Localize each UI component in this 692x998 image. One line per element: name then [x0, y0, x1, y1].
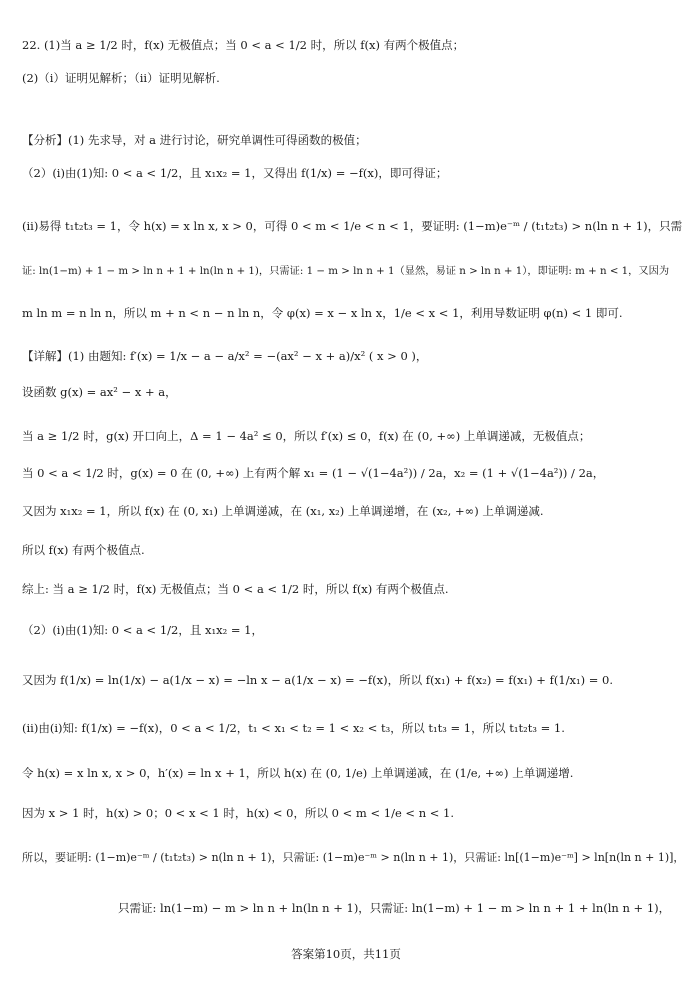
detail-1-gx: 设函数 g(x) = ax² − x + a， [22, 385, 177, 399]
page-footer: 答案第10页，共11页 [291, 947, 401, 961]
detail-1-case-a-lt-half: 当 0 < a < 1/2 时，g(x) = 0 在 (0, +∞) 上有两个解 x₁ = (1 − √(1−4a²)) / 2a，x₂ = (1 + √(1−4a²)) / 2a， [22, 466, 605, 480]
analysis-2i: （2）(i)由(1)知: 0 < a < 1/2，且 x₁x₂ = 1，又得出 f(1/x) = −f(x)，即可得证； [22, 166, 448, 180]
analysis-2ii-cont1: 证: ln(1−m) + 1 − m > ln n + 1 + ln(ln n + 1)，只需证: 1 − m > ln n + 1（显然，易证 n > ln n + 1），即证明: m + n < 1，又因为 [22, 265, 670, 277]
detail-2i: （2）(i)由(1)知: 0 < a < 1/2，且 x₁x₂ = 1， [22, 623, 263, 637]
detail-1-derivative: 【详解】(1) 由题知: f′(x) = 1/x − a − a/x² = −(ax² − x + a)/x² ( x > 0 )， [22, 349, 428, 363]
detail-2i-proof: 又因为 f(1/x) = ln(1/x) − a(1/x − x) = −ln x − a(1/x − x) = −f(x)，所以 f(x₁) + f(x₂) = f(x₁) + f(1/x₁) = 0. [22, 673, 614, 687]
detail-2ii-hx: 令 h(x) = x ln x, x > 0，h′(x) = ln x + 1，所以 h(x) 在 (0, 1/e) 上单调递减，在 (1/e, +∞) 上单调递增. [22, 766, 574, 780]
detail-2ii-sign: 因为 x > 1 时，h(x) > 0；0 < x < 1 时，h(x) < 0，所以 0 < m < 1/e < n < 1. [22, 806, 455, 820]
detail-1-monotonic: 又因为 x₁x₂ = 1，所以 f(x) 在 (0, x₁) 上单调递减，在 (x₁, x₂) 上单调递增，在 (x₂, +∞) 上单调递减. [22, 504, 544, 518]
detail-2ii-reduce: 只需证: ln(1−m) − m > ln n + ln(ln n + 1)，只需证: ln(1−m) + 1 − m > ln n + 1 + ln(ln n + 1)， [118, 901, 671, 915]
analysis-2ii-cont2: m ln m = n ln n，所以 m + n < n − n ln n，令 φ(x) = x − x ln x，1/e < x < 1，利用导数证明 φ(n) < 1 即可. [22, 306, 623, 320]
detail-1-case-a-ge-half: 当 a ≥ 1/2 时，g(x) 开口向上，Δ = 1 − 4a² ≤ 0，所以 f′(x) ≤ 0，f(x) 在 (0, +∞) 上单调递减，无极值点； [22, 429, 591, 443]
detail-1-conclusion: 所以 f(x) 有两个极值点. [22, 543, 145, 557]
analysis-2ii: (ii)易得 t₁t₂t₃ = 1，令 h(x) = x ln x, x > 0，可得 0 < m < 1/e < n < 1，要证明: (1−m)e⁻ᵐ / (t₁t₂t₃) > n(ln n + 1)，只需 [22, 219, 683, 233]
detail-2ii: (ii)由(i)知: f(1/x) = −f(x)，0 < a < 1/2，t₁ < x₁ < t₂ = 1 < x₂ < t₃，所以 t₁t₃ = 1，所以 t₁t₂t₃ = 1. [22, 721, 565, 735]
answer-22-part1: 22. (1)当 a ≥ 1/2 时，f(x) 无极值点；当 0 < a < 1/2 时，所以 f(x) 有两个极值点； [22, 38, 465, 52]
detail-2ii-to-prove: 所以，要证明: (1−m)e⁻ᵐ / (t₁t₂t₃) > n(ln n + 1)，只需证: (1−m)e⁻ᵐ > n(ln n + 1)，只需证: ln[(1−m)e⁻ᵐ] > ln[n(ln n + 1)]， [22, 851, 685, 864]
detail-1-summary: 综上: 当 a ≥ 1/2 时，f(x) 无极值点；当 0 < a < 1/2 时，所以 f(x) 有两个极值点. [22, 582, 449, 596]
answer-22-part2: (2)（i）证明见解析；（ii）证明见解析. [22, 71, 220, 85]
analysis-1: 【分析】(1) 先求导，对 a 进行讨论，研究单调性可得函数的极值； [22, 133, 367, 147]
